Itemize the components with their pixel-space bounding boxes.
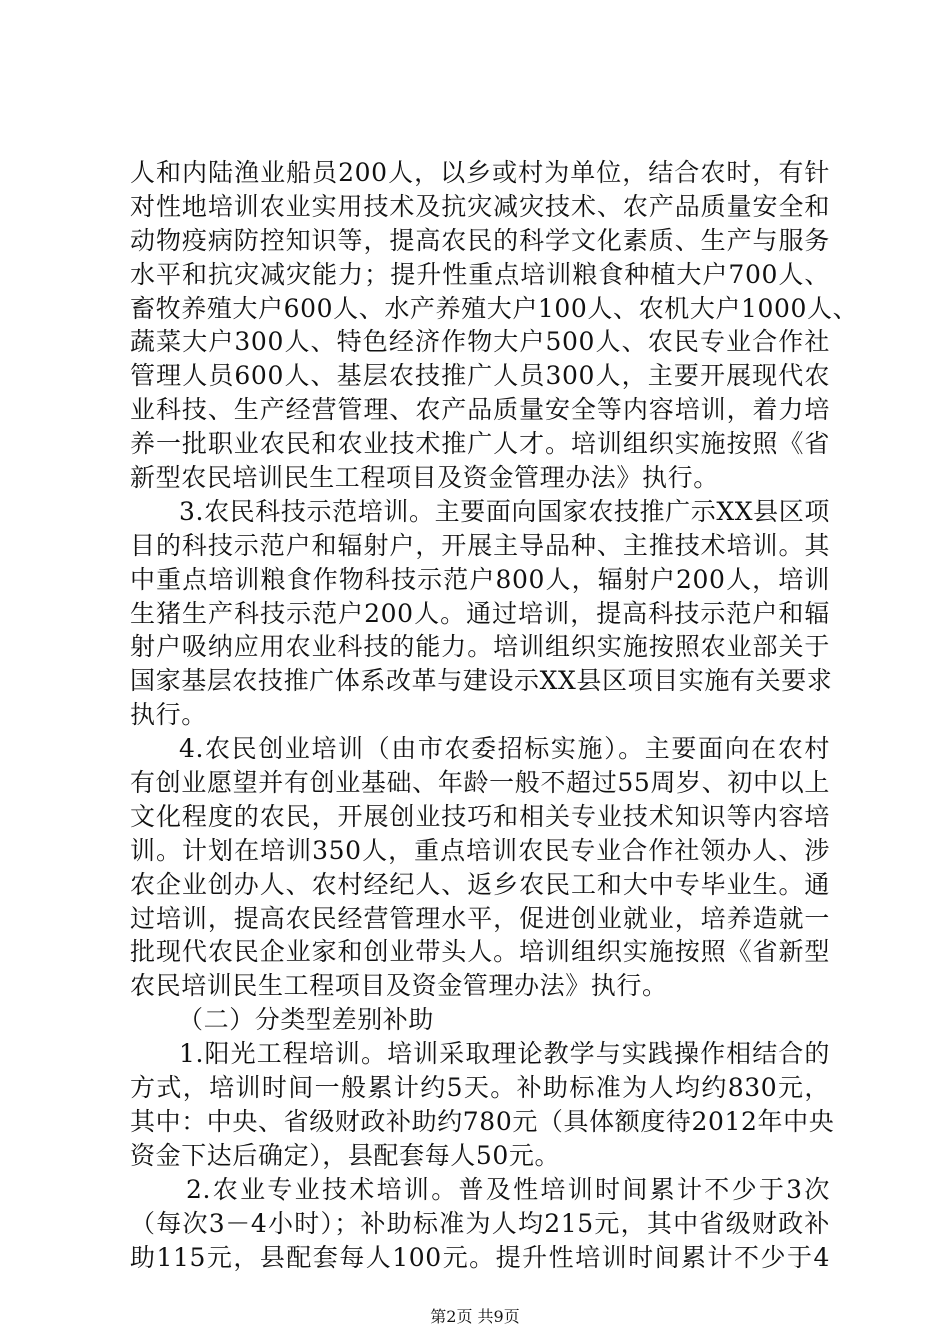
text-line: 中重点培训粮食作物科技示范户800人，辐射户200人，培训 bbox=[130, 564, 830, 594]
text-line: 新型农民培训民生工程项目及资金管理办法》执行。 bbox=[130, 463, 719, 493]
text-line: 国家基层农技推广体系改革与建设示XX县区项目实施有关要求 bbox=[130, 666, 833, 696]
text-line: 射户吸纳应用农业科技的能力。培训组织实施按照农业部关于 bbox=[130, 632, 830, 662]
text-line: 养一批职业农民和农业技术推广人才。培训组织实施按照《省 bbox=[130, 429, 830, 459]
text-line: 助115元，县配套每人100元。提升性培训时间累计不少于4 bbox=[130, 1242, 830, 1272]
text-line: 3.农民科技示范培训。主要面向国家农技推广示XX县区项 bbox=[179, 496, 830, 526]
text-line: 有创业愿望并有创业基础、年龄一般不超过55周岁、初中以上 bbox=[130, 768, 830, 798]
document-body bbox=[130, 156, 859, 1274]
text-line: 过培训，提高农民经营管理水平，促进创业就业，培养造就一 bbox=[130, 903, 830, 933]
text-line: 方式，培训时间一般累计约5天。补助标准为人均约830元， bbox=[130, 1073, 830, 1103]
text-line: 蔬菜大户300人、特色经济作物大户500人、农民专业合作社 bbox=[130, 327, 830, 357]
text-line: 业科技、生产经营管理、农产品质量安全等内容培训，着力培 bbox=[130, 395, 830, 425]
text-line: 动物疫病防控知识等，提高农民的科学文化素质、生产与服务 bbox=[130, 225, 830, 255]
text-line: 农民培训民生工程项目及资金管理办法》执行。 bbox=[130, 971, 668, 1001]
text-line: 人和内陆渔业船员200人，以乡或村为单位，结合农时，有针 bbox=[130, 158, 830, 187]
text-line: 执行。 bbox=[130, 700, 207, 730]
text-line: 对性地培训农业实用技术及抗灾减灾技术、农产品质量安全和 bbox=[130, 191, 830, 221]
text-line: 1.阳光工程培训。培训采取理论教学与实践操作相结合的 bbox=[179, 1039, 830, 1069]
text-line: 资金下达后确定），县配套每人50元。 bbox=[130, 1140, 561, 1170]
text-line: 管理人员600人、基层农技推广人员300人，主要开展现代农 bbox=[130, 361, 830, 391]
text-line: 水平和抗灾减灾能力；提升性重点培训粮食种植大户700人、 bbox=[130, 259, 830, 289]
text-line: 其中：中央、省级财政补助约780元（具体额度待2012年中央 bbox=[130, 1106, 835, 1136]
text-line: 生猪生产科技示范户200人。通过培训，提高科技示范户和辐 bbox=[130, 598, 830, 628]
text-line: 2.农业专业技术培训。普及性培训时间累计不少于3次 bbox=[186, 1174, 830, 1204]
text-line: 农企业创办人、农村经纪人、返乡农民工和大中专毕业生。通 bbox=[130, 869, 830, 899]
text-line: 训。计划在培训350人，重点培训农民专业合作社领办人、涉 bbox=[130, 835, 830, 865]
text-line: 文化程度的农民，开展创业技巧和相关专业技术知识等内容培 bbox=[130, 801, 830, 831]
text-line: 目的科技示范户和辐射户，开展主导品种、主推技术培训。其 bbox=[130, 530, 830, 560]
text-line: 4.农民创业培训（由市农委招标实施）。主要面向在农村 bbox=[179, 734, 830, 764]
text-line: （每次3－4小时）；补助标准为人均215元，其中省级财政补 bbox=[130, 1208, 830, 1238]
page-number-footer: 第2页 共9页 bbox=[430, 1307, 520, 1326]
text-line: 畜牧养殖大户600人、水产养殖大户100人、农机大户1000人、 bbox=[130, 293, 859, 323]
text-line: 批现代农民企业家和创业带头人。培训组织实施按照《省新型 bbox=[130, 937, 830, 967]
section-heading: （二）分类型差别补助 bbox=[178, 1005, 435, 1035]
